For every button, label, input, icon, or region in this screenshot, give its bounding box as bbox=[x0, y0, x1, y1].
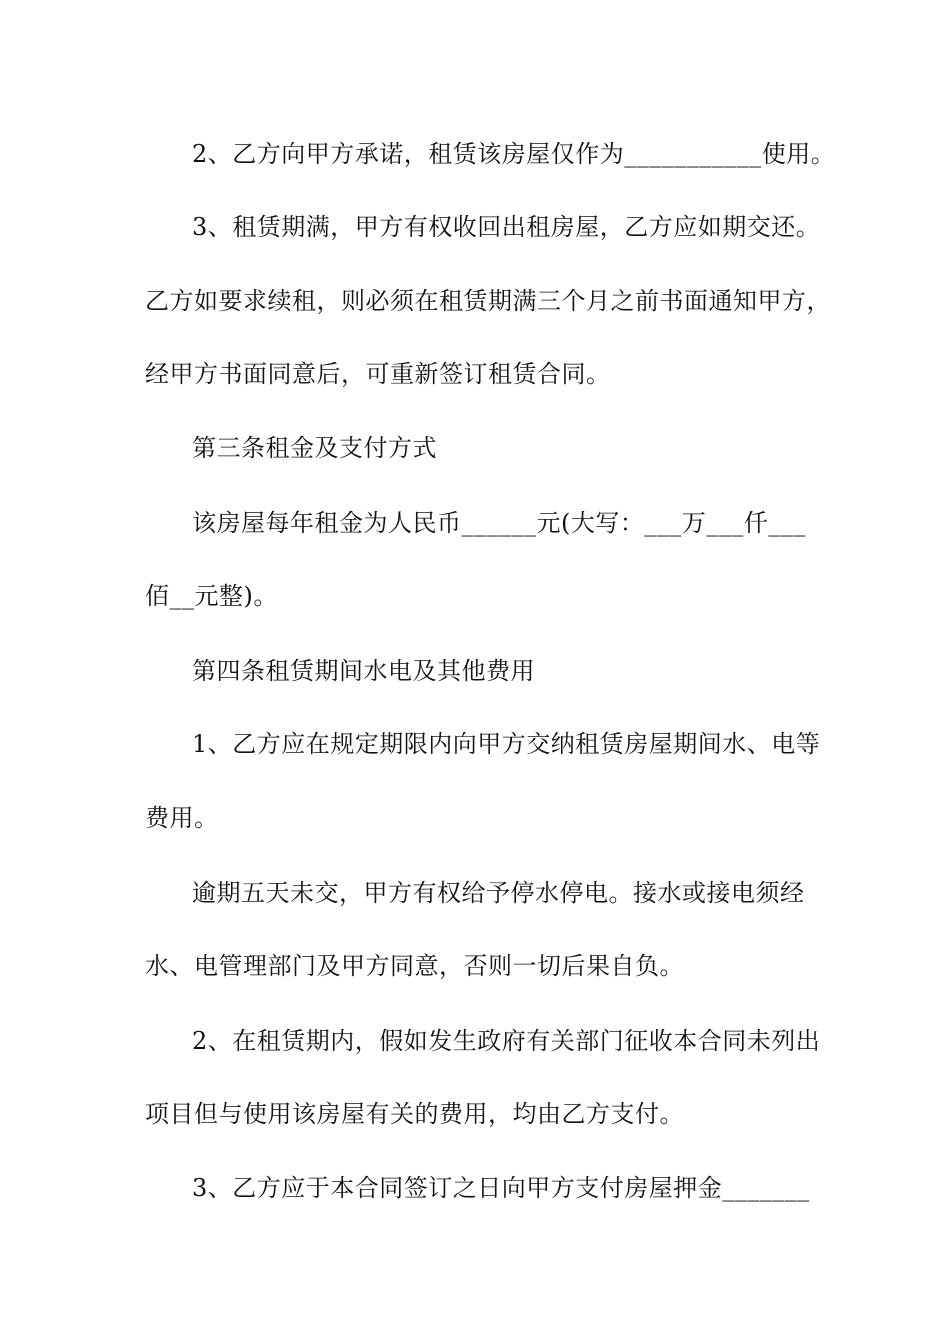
clause-3-expiry: 3、租赁期满，甲方有权收回出租房屋，乙方应如期交还。 bbox=[192, 213, 821, 241]
clause-1-utilities-cont: 费用。 bbox=[145, 804, 219, 832]
article-4-heading: 第四条租赁期间水电及其他费用 bbox=[192, 657, 535, 685]
clause-2-usage: 2、乙方向甲方承诺，租赁该房屋仅作为___________使用。 bbox=[192, 140, 836, 168]
rent-amount-cont: 佰__元整)。 bbox=[145, 582, 278, 610]
clause-2-fees-cont: 项目但与使用该房屋有关的费用，均由乙方支付。 bbox=[145, 1100, 684, 1128]
clause-3-renewal-cont: 经甲方书面同意后，可重新签订租赁合同。 bbox=[145, 360, 611, 388]
clause-2-fees: 2、在租赁期内，假如发生政府有关部门征收本合同未列出 bbox=[192, 1027, 821, 1055]
overdue-clause: 逾期五天未交，甲方有权给予停水停电。接水或接电须经 bbox=[192, 879, 805, 907]
rent-amount: 该房屋每年租金为人民币______元(大写：___万___仟___ bbox=[192, 509, 806, 537]
clause-3-renewal: 乙方如要求续租，则必须在租赁期满三个月之前书面通知甲方， bbox=[145, 287, 831, 315]
overdue-clause-cont: 水、电管理部门及甲方同意，否则一切后果自负。 bbox=[145, 952, 684, 980]
article-3-heading: 第三条租金及支付方式 bbox=[192, 434, 437, 462]
clause-1-utilities: 1、乙方应在规定期限内向甲方交纳租赁房屋期间水、电等 bbox=[192, 730, 821, 758]
clause-3-deposit: 3、乙方应于本合同签订之日向甲方支付房屋押金_______ bbox=[192, 1174, 810, 1202]
